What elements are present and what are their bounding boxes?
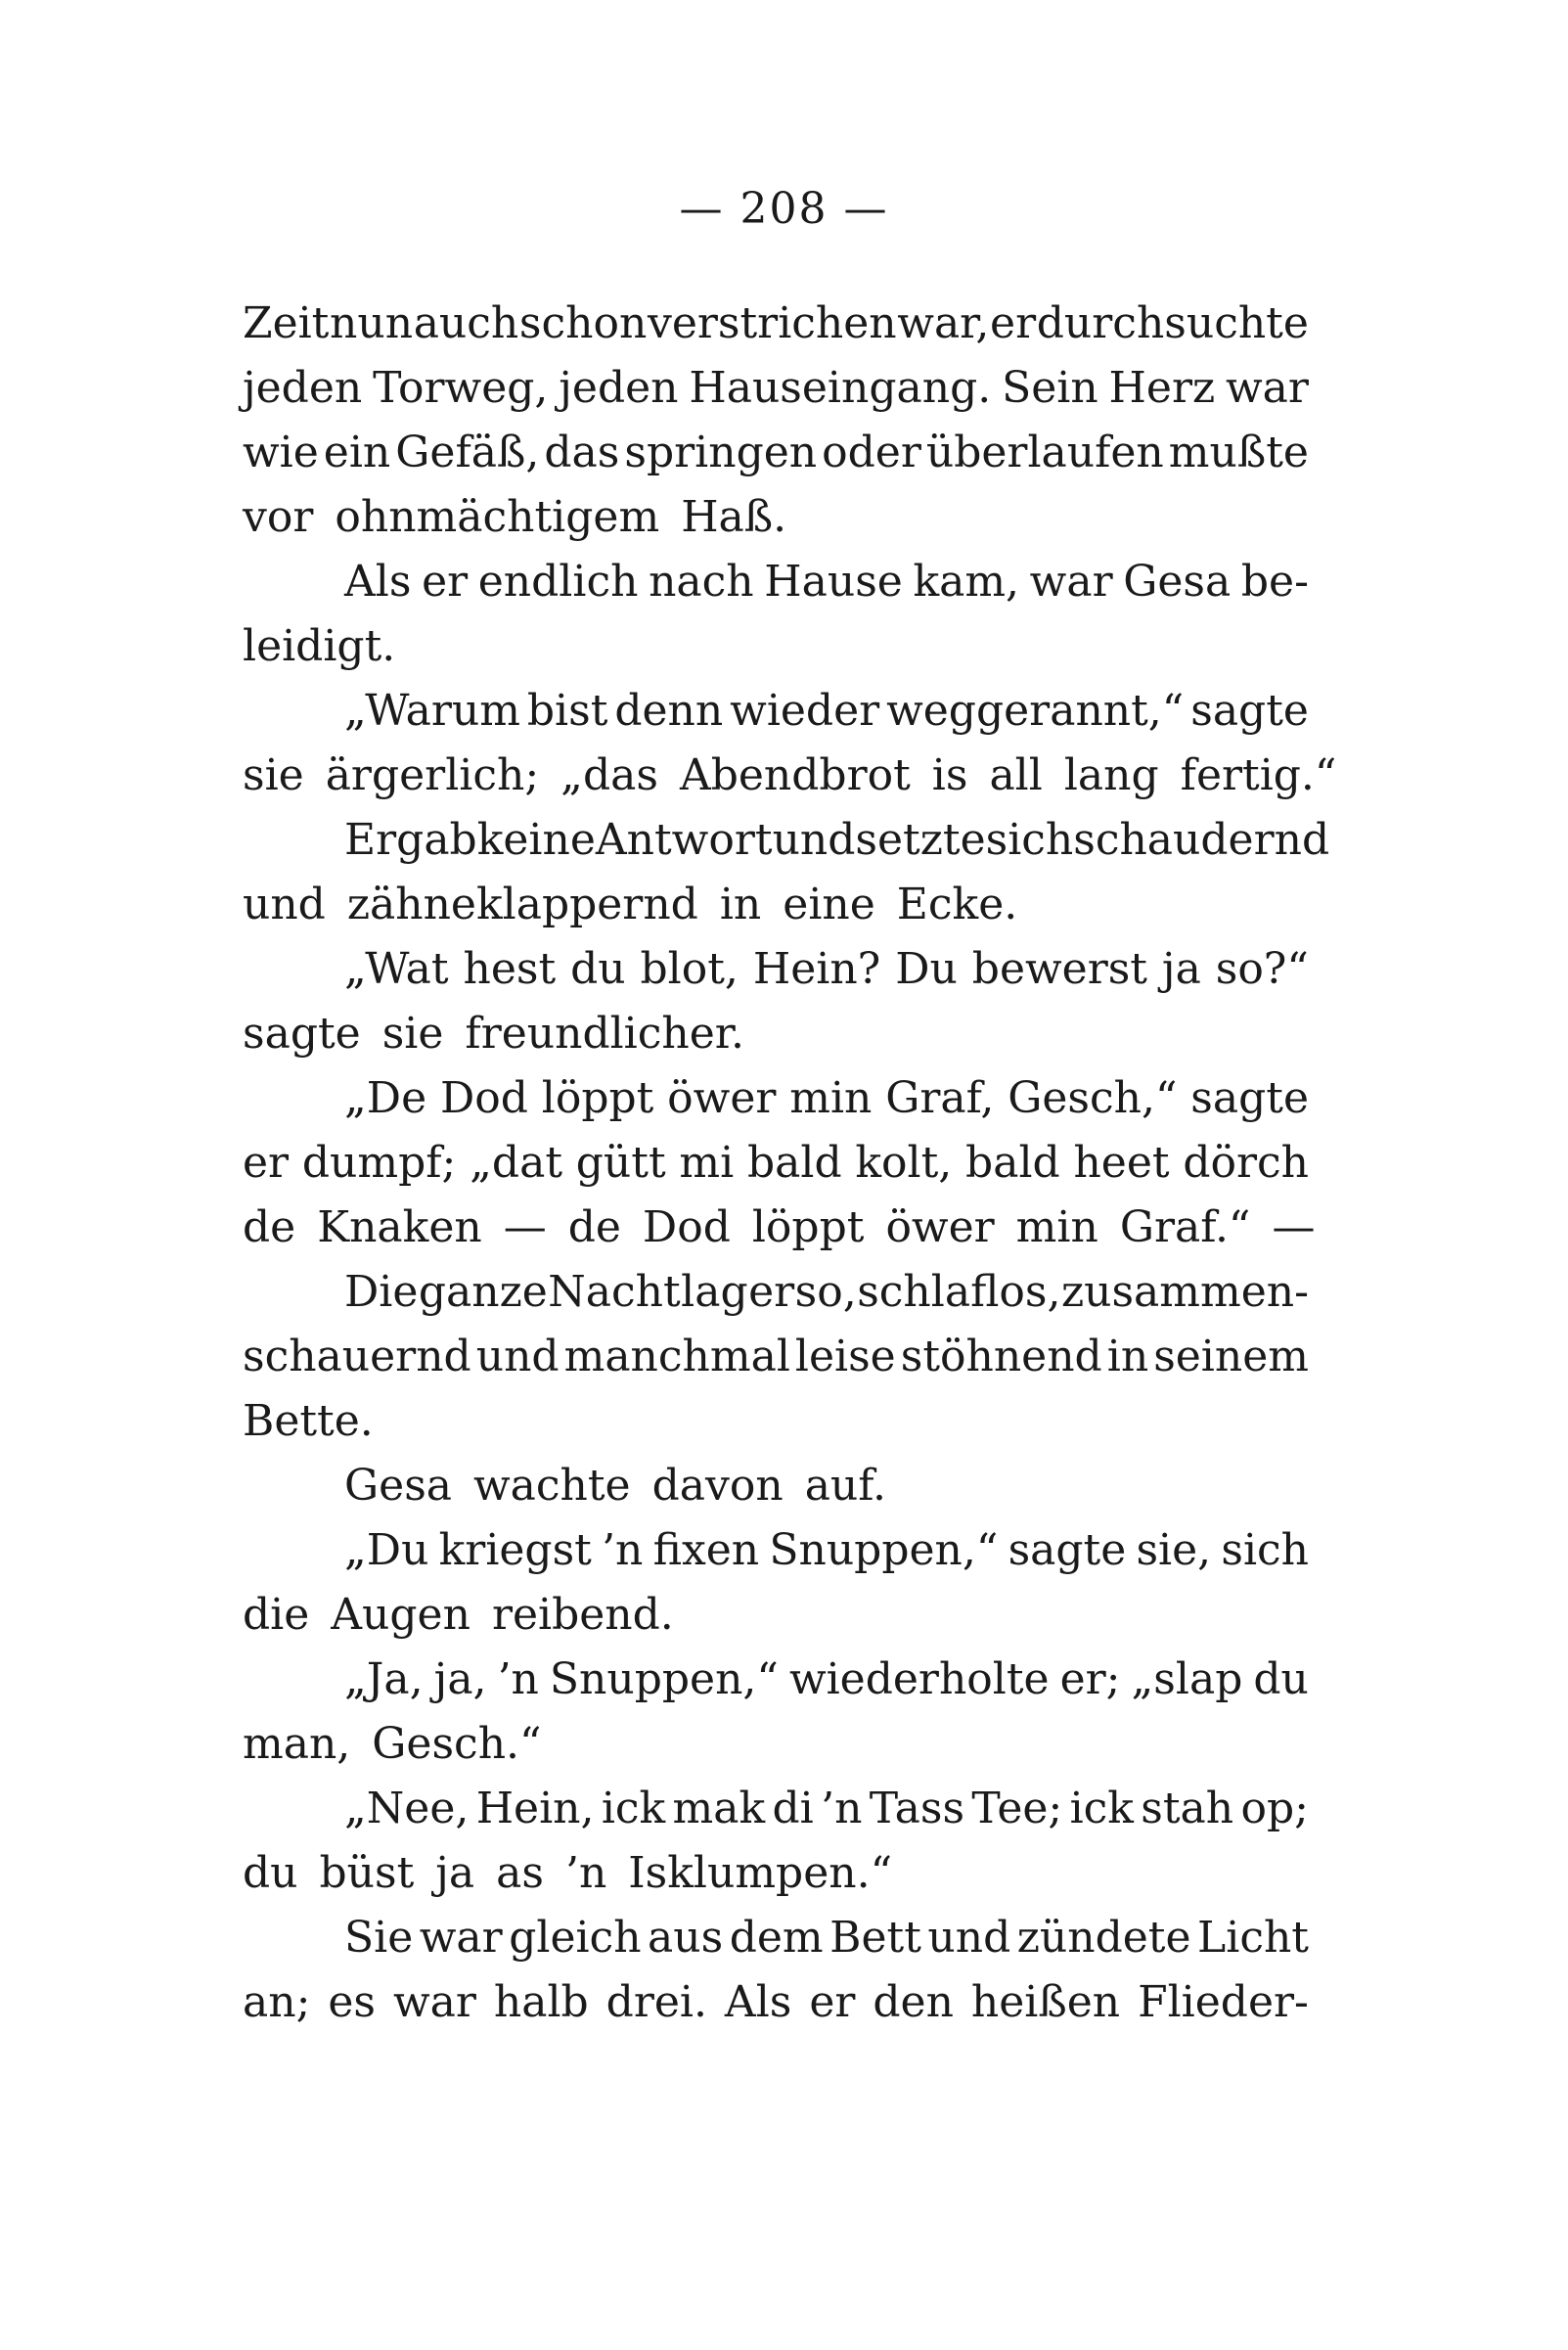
word: das xyxy=(544,428,620,477)
word: Sie xyxy=(344,1913,414,1963)
word: er xyxy=(990,298,1037,348)
word: ärgerlich; xyxy=(325,750,540,800)
word: Haß. xyxy=(681,492,787,542)
word: und xyxy=(475,1332,560,1381)
word: stöhnend xyxy=(900,1332,1102,1381)
text-line xyxy=(243,1712,1309,1777)
word: war xyxy=(1029,557,1113,607)
page-number: — 208 — xyxy=(679,184,889,234)
word: dumpf; xyxy=(301,1138,457,1188)
word: sich xyxy=(1221,1525,1309,1575)
word: „dat xyxy=(470,1138,562,1188)
word: as xyxy=(496,1848,544,1898)
word: wachte xyxy=(473,1461,631,1511)
word: war xyxy=(419,1913,503,1963)
word: dem xyxy=(729,1913,824,1963)
word: öwer xyxy=(667,1073,777,1123)
word: ja xyxy=(1161,944,1201,994)
word: keine xyxy=(476,815,596,865)
word: Graf.“ xyxy=(1119,1202,1251,1252)
word: Hause xyxy=(764,557,903,607)
text-line xyxy=(243,679,1309,744)
word: so, xyxy=(794,1267,857,1317)
word: Gesch.“ xyxy=(372,1719,542,1769)
word: sagte xyxy=(1190,1073,1309,1123)
text-line xyxy=(243,744,1337,808)
word: op; xyxy=(1240,1784,1309,1833)
word: wiederholte xyxy=(788,1654,1050,1704)
word: hest xyxy=(463,944,557,994)
word: be- xyxy=(1240,557,1309,607)
word: min xyxy=(1015,1202,1098,1252)
word: sie xyxy=(243,750,304,800)
text-line xyxy=(243,1002,1309,1066)
word: de xyxy=(243,1202,296,1252)
word: schlaflos, xyxy=(857,1267,1061,1317)
word: „Ja, xyxy=(344,1654,424,1704)
word: Graf, xyxy=(885,1073,995,1123)
text-line xyxy=(243,1583,1309,1648)
word: sie, xyxy=(1136,1525,1212,1575)
word: Flieder- xyxy=(1138,1977,1309,2027)
text-line xyxy=(243,421,1309,485)
word: zähneklappernd xyxy=(346,880,698,929)
word: mi xyxy=(679,1138,735,1188)
word: und xyxy=(243,880,326,929)
word: aus xyxy=(648,1913,724,1963)
word: sich xyxy=(985,815,1074,865)
word: Bett xyxy=(829,1913,921,1963)
word: drei. xyxy=(605,1977,707,2027)
word: löppt xyxy=(541,1073,654,1123)
word: fertig.“ xyxy=(1180,750,1337,800)
word: schauernd xyxy=(243,1332,471,1381)
word: endlich xyxy=(477,557,639,607)
word: bist xyxy=(526,686,608,736)
word: Hein, xyxy=(475,1784,595,1833)
word: davon xyxy=(651,1461,784,1511)
word: Torweg, xyxy=(373,363,549,413)
word: freundlicher. xyxy=(465,1009,744,1059)
text-line xyxy=(243,1131,1309,1196)
word: zusammen- xyxy=(1060,1267,1309,1317)
word: Gefäß, xyxy=(395,428,540,477)
word: so?“ xyxy=(1215,944,1309,994)
word: heißen xyxy=(970,1977,1121,2027)
word: Als xyxy=(344,557,412,607)
word: in xyxy=(719,880,762,929)
word: manchmal xyxy=(563,1332,790,1381)
word: wie xyxy=(243,428,319,477)
text-line xyxy=(243,1325,1309,1389)
word: Gesch,“ xyxy=(1008,1073,1178,1123)
word: Snuppen,“ xyxy=(769,1525,999,1575)
word: Du xyxy=(895,944,958,994)
word: durchsuchte xyxy=(1036,298,1309,348)
word: blot, xyxy=(640,944,739,994)
word: leidigt. xyxy=(243,621,396,671)
word: verstrichen xyxy=(647,298,897,348)
word: Als xyxy=(724,1977,792,2027)
word: Abendbrot xyxy=(679,750,911,800)
word: Augen xyxy=(331,1590,470,1640)
word: er xyxy=(748,1267,795,1317)
word: Sein xyxy=(1002,363,1098,413)
word: oder xyxy=(822,428,921,477)
word: war xyxy=(1226,363,1309,413)
word: lag xyxy=(681,1267,748,1317)
word: vor xyxy=(243,492,314,542)
word: Herz xyxy=(1108,363,1216,413)
word: halb xyxy=(493,1977,589,2027)
word: öwer xyxy=(885,1202,995,1252)
word: „De xyxy=(344,1073,427,1123)
word: jeden xyxy=(559,363,679,413)
word: du xyxy=(243,1848,298,1898)
text-line xyxy=(243,1970,1309,2035)
word: schon xyxy=(518,298,648,348)
word: Licht xyxy=(1197,1913,1309,1963)
word: ganze xyxy=(418,1267,548,1317)
word: kam, xyxy=(913,557,1020,607)
word: er xyxy=(809,1977,856,2027)
word: du xyxy=(570,944,626,994)
word: bald xyxy=(965,1138,1060,1188)
word: Die xyxy=(344,1267,419,1317)
word: er xyxy=(243,1138,290,1188)
word: gab xyxy=(396,815,477,865)
word: is xyxy=(931,750,968,800)
body-text xyxy=(243,292,1337,2035)
word: „das xyxy=(560,750,658,800)
text-line xyxy=(243,614,1309,679)
word: und xyxy=(772,815,856,865)
word: die xyxy=(243,1590,310,1640)
text-line xyxy=(243,485,1309,550)
word: Hauseingang. xyxy=(689,363,992,413)
text-line xyxy=(243,937,1309,1002)
word: ’n xyxy=(602,1525,644,1575)
word: sagte xyxy=(1008,1525,1127,1575)
word: du xyxy=(1253,1654,1309,1704)
text-line xyxy=(243,873,1309,937)
word: denn xyxy=(614,686,724,736)
text-line xyxy=(243,356,1309,421)
word: — xyxy=(1272,1202,1316,1252)
word: und xyxy=(927,1913,1011,1963)
word: „slap xyxy=(1131,1654,1243,1704)
word: den xyxy=(873,1977,954,2027)
word: setzte xyxy=(855,815,986,865)
text-line xyxy=(243,292,1309,356)
word: all xyxy=(989,750,1043,800)
word: war xyxy=(392,1977,476,2027)
word: wieder xyxy=(730,686,880,736)
word: „Nee, xyxy=(344,1784,470,1833)
word: ’n xyxy=(821,1784,863,1833)
word: gleich xyxy=(509,1913,642,1963)
text-line xyxy=(243,1841,1309,1906)
word: Snuppen,“ xyxy=(549,1654,779,1704)
word: Dod xyxy=(642,1202,731,1252)
word: büst xyxy=(319,1848,415,1898)
word: schaudernd xyxy=(1073,815,1330,865)
word: di xyxy=(772,1784,814,1833)
word: Ecke. xyxy=(896,880,1018,929)
text-line xyxy=(243,1777,1309,1841)
word: Zeit xyxy=(243,298,330,348)
word: „Wat xyxy=(344,944,449,994)
text-line xyxy=(243,808,1330,873)
word: „Warum xyxy=(344,686,520,736)
word: jeden xyxy=(243,363,363,413)
word: Knaken xyxy=(317,1202,482,1252)
word: sagte xyxy=(243,1009,361,1059)
word: leise xyxy=(794,1332,896,1381)
text-line xyxy=(243,1906,1309,1970)
word: Tass xyxy=(869,1784,965,1833)
word: zündete xyxy=(1016,1913,1191,1963)
word: seinem xyxy=(1153,1332,1309,1381)
word: bald xyxy=(746,1138,842,1188)
text-line xyxy=(243,1066,1309,1131)
word: Isklumpen.“ xyxy=(628,1848,893,1898)
word: lang xyxy=(1063,750,1159,800)
word: — xyxy=(503,1202,547,1252)
word: sagte xyxy=(1190,686,1309,736)
word: mak xyxy=(672,1784,766,1833)
word: er; xyxy=(1059,1654,1121,1704)
word: nun xyxy=(330,298,414,348)
word: de xyxy=(567,1202,621,1252)
word: ja, xyxy=(433,1654,487,1704)
word: mußte xyxy=(1168,428,1309,477)
word: Gesa xyxy=(344,1461,452,1511)
word: dörch xyxy=(1183,1138,1309,1188)
word: Nacht xyxy=(548,1267,681,1317)
text-line xyxy=(243,1389,1309,1454)
word: „Du xyxy=(344,1525,429,1575)
text-line xyxy=(243,550,1309,614)
word: man, xyxy=(243,1719,351,1769)
word: reibend. xyxy=(491,1590,674,1640)
word: ’n xyxy=(564,1848,607,1898)
word: Dod xyxy=(439,1073,528,1123)
word: auf. xyxy=(804,1461,886,1511)
word: auch xyxy=(413,298,519,348)
text-line xyxy=(243,1648,1309,1712)
word: löppt xyxy=(751,1202,865,1252)
word: ohnmächtigem xyxy=(335,492,660,542)
word: ein xyxy=(323,428,391,477)
word: ick xyxy=(601,1784,666,1833)
word: sie xyxy=(381,1009,444,1059)
text-line xyxy=(243,1454,1309,1518)
word: Tee; xyxy=(971,1784,1063,1833)
word: ’n xyxy=(497,1654,539,1704)
word: eine xyxy=(783,880,875,929)
word: gütt xyxy=(575,1138,666,1188)
word: kolt, xyxy=(855,1138,953,1188)
word: nach xyxy=(649,557,754,607)
word: es xyxy=(328,1977,376,2027)
word: war, xyxy=(897,298,990,348)
word: ja xyxy=(435,1848,475,1898)
word: ick xyxy=(1069,1784,1134,1833)
word: kriegst xyxy=(438,1525,592,1575)
word: Er xyxy=(344,815,397,865)
word: in xyxy=(1106,1332,1149,1381)
word: weggerannt,“ xyxy=(886,686,1185,736)
word: Antwort xyxy=(595,815,773,865)
word: Hein? xyxy=(752,944,881,994)
word: Gesa xyxy=(1123,557,1232,607)
word: an; xyxy=(243,1977,311,2027)
word: stah xyxy=(1141,1784,1234,1833)
word: überlaufen xyxy=(925,428,1164,477)
word: bewerst xyxy=(971,944,1147,994)
text-line xyxy=(243,1518,1309,1583)
text-line xyxy=(243,1196,1316,1260)
word: heet xyxy=(1073,1138,1170,1188)
word: er xyxy=(422,557,469,607)
text-line xyxy=(243,1260,1309,1325)
word: Bette. xyxy=(243,1396,374,1446)
word: min xyxy=(789,1073,873,1123)
word: fixen xyxy=(652,1525,760,1575)
word: springen xyxy=(624,428,818,477)
